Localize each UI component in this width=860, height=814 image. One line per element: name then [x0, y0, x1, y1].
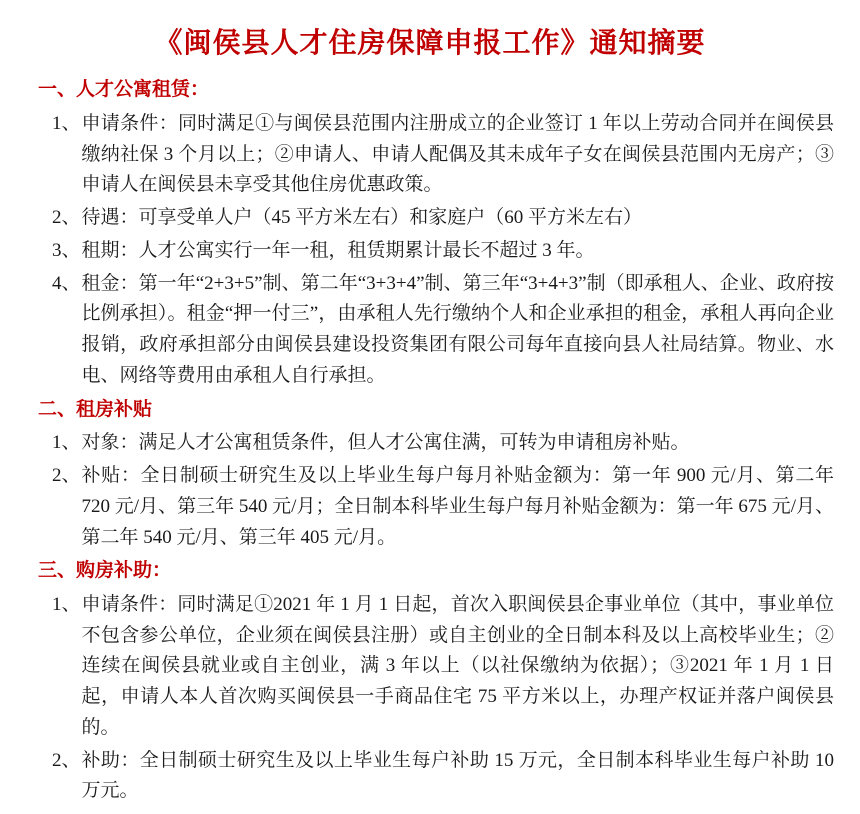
list-item	[26, 236, 834, 267]
list-item-text: 补贴：全日制硕士研究生及以上毕业生每户每月补贴金额为：第一年 900 元/月、第二年 720 元/月、第三年 540 元/月；全日制本科毕业生每户每月补贴金额为：第一年 675 元/月、第二年 540 元/月、第三年 405 元/月。	[81, 465, 834, 548]
section-heading: 一、人才公寓租赁：	[38, 79, 210, 101]
list-item	[26, 461, 834, 553]
list-item-text: 申请条件：同时满足①2021 年 1 月 1 日起，首次入职闽侯县企事业单位（其中，事业单位不包含参公单位，企业须在闽侯县注册）或自主创业的全日制本科及以上高校毕业生；②连续在闽侯县就业或自主创业，满 3 年以上（以社保缴纳为依据）；③2021 年 1 月 1 日起，申请人本人首次购买闽侯县一手商品住宅 75 平方米以上，办理产权证并落户闽侯县的。	[81, 593, 834, 738]
list-item-number: 1、	[52, 112, 81, 134]
section-heading: 二、租房补贴	[38, 398, 153, 420]
list-item-text: 对象：满足人才公寓租赁条件，但人才公寓住满，可转为申请租房补贴。	[81, 432, 690, 454]
list-item-number: 1、	[52, 432, 81, 454]
list-item	[26, 746, 834, 808]
list-item	[26, 590, 834, 744]
list-item-text: 租金：第一年“2+3+5”制、第二年“3+3+4”制、第三年“3+4+3”制（即承租人、企业、政府按比例承担）。租金“押一付三”，由承租人先行缴纳个人和企业承担的租金，承租人再向企业报销，政府承担部分由闽侯县建设投资集团有限公司每年直接向县人社局结算。物业、水电、网络等费用由承租人自行承担。	[81, 272, 834, 387]
section-heading: 三、购房补助：	[38, 560, 172, 582]
list-item-number: 2、	[52, 465, 81, 487]
list-item-number: 2、	[52, 207, 81, 229]
section-talent-apartment-rental	[26, 76, 834, 391]
section-rent-subsidy	[26, 396, 834, 554]
list-item-text: 租期：人才公寓实行一年一租，租赁期累计最长不超过 3 年。	[81, 239, 595, 261]
list-item	[26, 269, 834, 392]
list-item	[26, 428, 834, 459]
list-item-number: 1、	[52, 593, 81, 615]
list-item-text: 补助：全日制硕士研究生及以上毕业生每户补助 15 万元，全日制本科毕业生每户补助 10 万元。	[81, 749, 834, 802]
list-item-number: 3、	[52, 239, 81, 261]
section-home-purchase-subsidy	[26, 557, 834, 807]
list-item-text: 待遇：可享受单人户（45 平方米左右）和家庭户（60 平方米左右）	[81, 207, 643, 229]
page-title: 《闽侯县人才住房保障申报工作》通知摘要	[154, 28, 706, 59]
list-item	[26, 109, 834, 201]
list-item-number: 2、	[52, 749, 81, 771]
list-item	[26, 203, 834, 234]
list-item-text: 申请条件：同时满足①与闽侯县范围内注册成立的企业签订 1 年以上劳动合同并在闽侯县缴纳社保 3 个月以上；②申请人、申请人配偶及其未成年子女在闽侯县范围内无房产；③申请人在闽侯县未享受其他住房优惠政策。	[81, 112, 834, 196]
list-item-number: 4、	[52, 272, 81, 294]
